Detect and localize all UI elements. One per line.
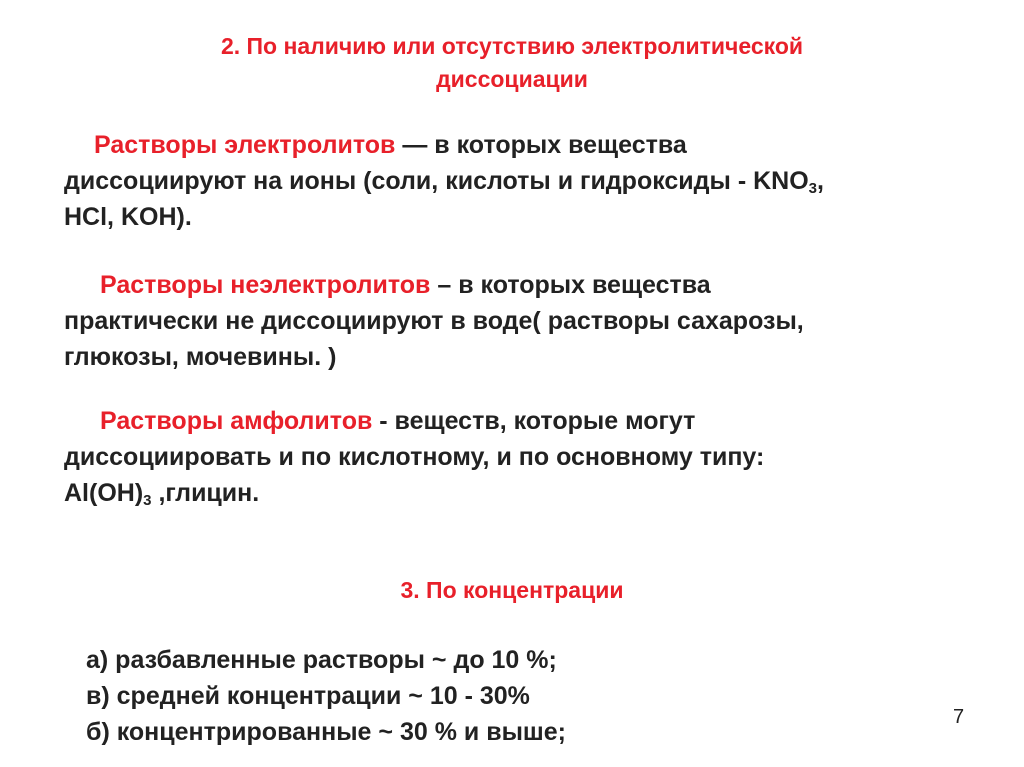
nonelectrolytes-text-line-3: глюкозы, мочевины. ) [64, 343, 337, 371]
nonelectrolytes-text-line-1: – в которых вещества [430, 271, 711, 299]
nonelectrolytes-term: Растворы неэлектролитов [100, 271, 431, 299]
electrolytes-term: Растворы электролитов [94, 131, 396, 159]
ampholytes-text-line-2: диссоциировать и по кислотному, и по основному типу: [64, 443, 765, 471]
subscript-3: 3 [808, 180, 818, 197]
nonelectrolytes-text-line-2: практически не диссоциируют в воде( растворы сахарозы, [64, 307, 804, 335]
electrolytes-text-line-1: — в которых вещества [395, 131, 687, 159]
concentration-list [86, 642, 566, 750]
ampholytes-text-line-1: - веществ, которые могут [372, 407, 696, 435]
section-2-title-line-1: 2. По наличию или отсутствию электролитической [220, 33, 804, 59]
section-3-title: 3. По концентрации [400, 577, 624, 603]
electrolytes-text-line-2-end: , [817, 167, 824, 195]
subscript-3: 3 [143, 492, 152, 509]
section-2-title-line-2: диссоциации [436, 66, 588, 92]
electrolytes-text-line-3: HCl, KOH). [64, 203, 192, 231]
ampholytes-paragraph [64, 403, 964, 511]
electrolytes-paragraph [64, 127, 964, 235]
list-item: б) концентрированные ~ 30 % и выше; [86, 718, 566, 746]
section-2-title [0, 30, 1024, 96]
ampholytes-text-line-3: Al(OH) [64, 479, 144, 507]
ampholytes-term: Растворы амфолитов [100, 407, 373, 435]
ampholytes-text-line-3-end: ,глицин. [151, 479, 260, 507]
nonelectrolytes-paragraph [64, 267, 964, 375]
electrolytes-text-line-2: диссоциируют на ионы (соли, кислоты и гидроксиды - KNO [64, 167, 809, 195]
list-item: в) средней концентрации ~ 10 - 30% [86, 682, 530, 710]
page-number: 7 [953, 706, 965, 728]
list-item: а) разбавленные растворы ~ до 10 %; [86, 646, 557, 674]
